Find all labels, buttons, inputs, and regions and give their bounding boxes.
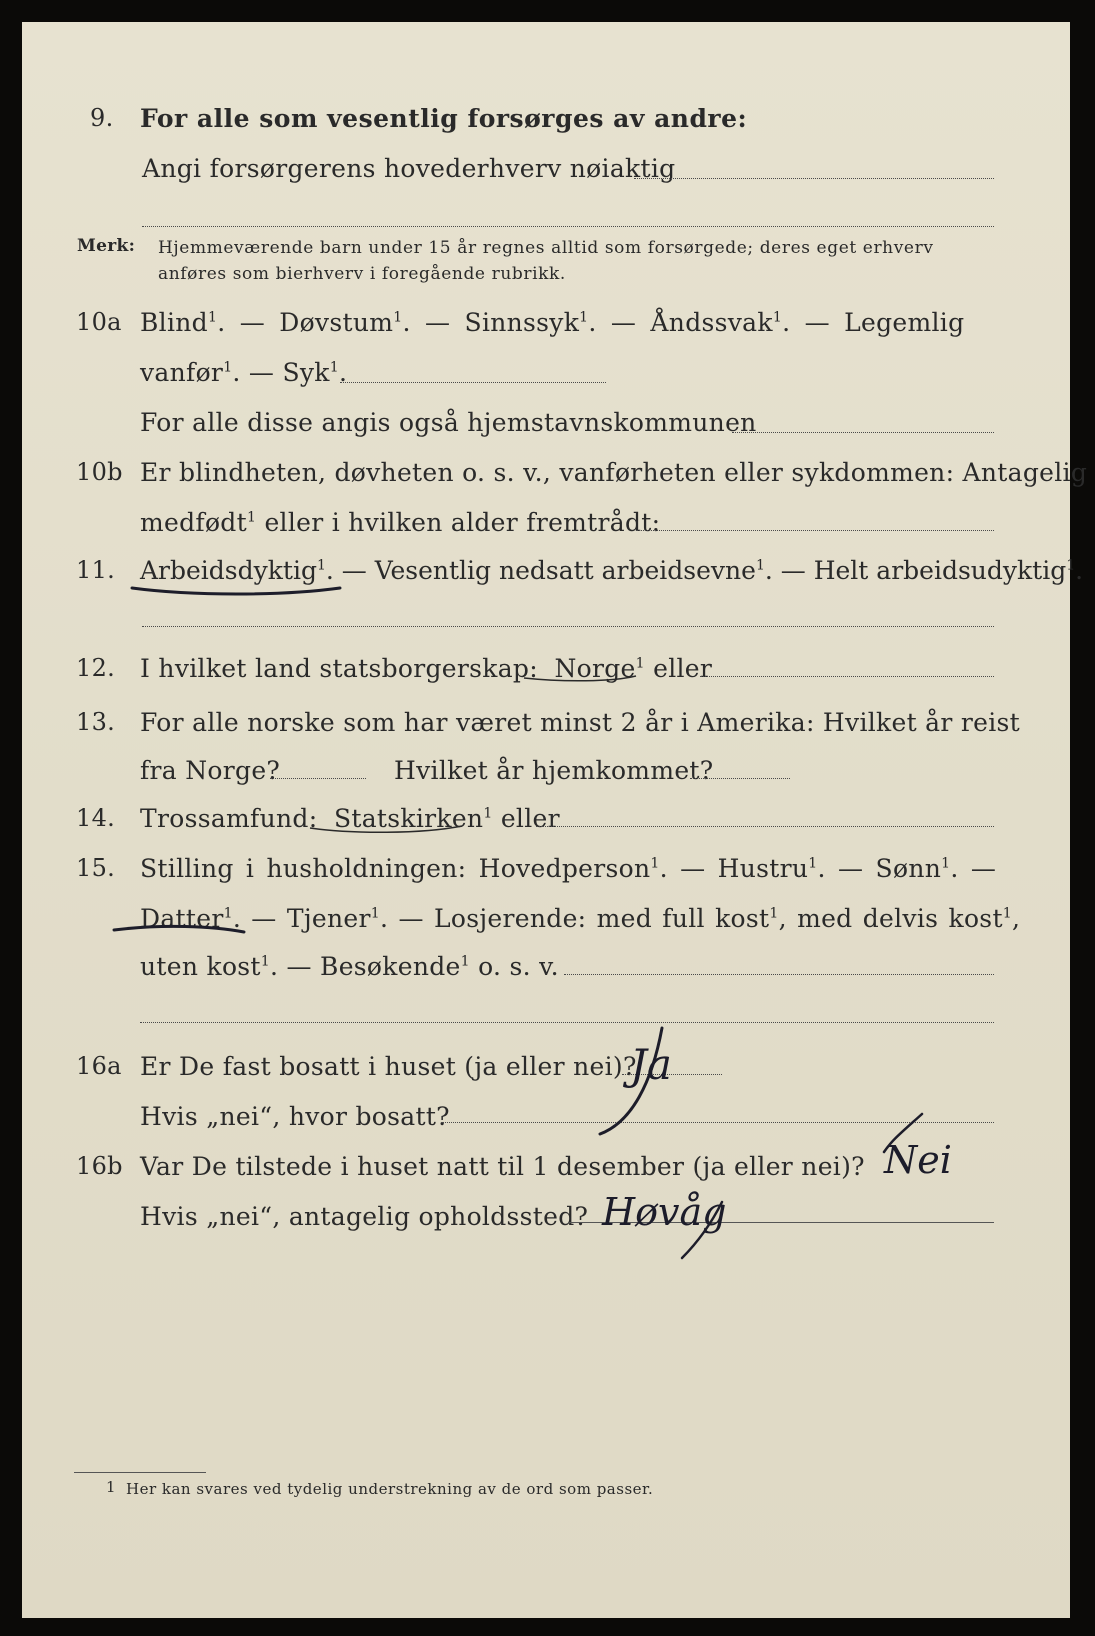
option-datter[interactable]: Datter bbox=[140, 904, 224, 933]
q15-number: 15. bbox=[76, 854, 116, 882]
q16a-line-2: Hvis „nei“, hvor bosatt? bbox=[140, 1102, 450, 1131]
q10a-number: 10a bbox=[76, 308, 122, 336]
option-blind[interactable]: Blind bbox=[140, 308, 208, 337]
q11-line: Arbeidsdyktig$^1$. — Vesentlig nedsatt arbeidsevne$^1$. — Helt arbeidsudyktig$^1$. bbox=[140, 556, 1084, 585]
q16a-line-1: Er De fast bosatt i huset (ja eller nei)? bbox=[140, 1052, 637, 1081]
q10b-number: 10b bbox=[76, 458, 123, 486]
q16b-handwritten-answer: Nei bbox=[884, 1138, 952, 1182]
q10b-line-2: medfødt$^1$ eller i hvilken alder fremtrådt: bbox=[140, 508, 661, 537]
q16a-number: 16a bbox=[76, 1052, 122, 1080]
q16b-line-2: Hvis „nei“, antagelig opholdssted? bbox=[140, 1202, 589, 1231]
q15-line-1: Stilling i husholdningen: Hovedperson$^1$. — Hustru$^1$. — Sønn$^1$. — bbox=[140, 854, 997, 883]
merk-label: Merk: bbox=[77, 236, 136, 256]
merk-line-2: anføres som bierhverv i foregående rubrikk. bbox=[158, 264, 566, 284]
q12-line: I hvilket land statsborgerskap: Norge$^1$ eller bbox=[140, 654, 713, 683]
option-besokende[interactable]: . — Besøkende bbox=[270, 952, 461, 981]
q9-line: Angi forsørgerens hovederhverv nøiaktig bbox=[142, 154, 676, 183]
q13-reist-label: fra Norge? bbox=[140, 756, 281, 785]
option-vesentlig-nedsatt[interactable]: . — Vesentlig nedsatt arbeidsevne bbox=[325, 556, 756, 585]
q10a-line-2: vanfør$^1$. — Syk$^1$. bbox=[140, 358, 348, 387]
q16b-handwritten-place: Høvåg bbox=[602, 1190, 727, 1234]
q15-line-3: uten kost$^1$. — Besøkende$^1$ o. s. v. bbox=[140, 952, 559, 981]
q14-number: 14. bbox=[76, 804, 116, 832]
q15-line-2: Datter$^1$. — Tjener$^1$. — Losjerende: med full kost$^1$, med delvis kost$^1$, bbox=[140, 904, 1021, 933]
option-medfodt[interactable]: medfødt bbox=[140, 508, 247, 537]
option-norge[interactable]: Norge bbox=[554, 654, 636, 683]
footnote-mark: 1 bbox=[106, 1478, 116, 1496]
option-hovedperson[interactable]: Stilling i husholdningen: Hovedperson bbox=[140, 854, 651, 883]
option-delvis-kost[interactable]: , med delvis kost bbox=[778, 904, 1003, 933]
option-sonn[interactable]: . — Sønn bbox=[817, 854, 942, 883]
option-legemlig[interactable]: — Legemlig bbox=[804, 308, 965, 337]
q16b-line-1: Var De tilstede i huset natt til 1 desember (ja eller nei)? bbox=[140, 1152, 865, 1181]
q14-line: Trossamfund: Statskirken$^1$ eller bbox=[140, 804, 560, 833]
handwritten-underlines bbox=[22, 22, 1070, 1618]
q16b-number: 16b bbox=[76, 1152, 123, 1180]
option-sinnssyk[interactable]: — Sinnssyk bbox=[424, 308, 580, 337]
q9-number: 9. bbox=[90, 104, 114, 132]
option-helt-arbeidsudyktig[interactable]: . — Helt arbeidsudyktig bbox=[764, 556, 1067, 585]
q9-title: For alle som vesentlig forsørges av andre: bbox=[140, 104, 748, 133]
option-syk[interactable]: — Syk bbox=[248, 358, 330, 387]
q12-number: 12. bbox=[76, 654, 116, 682]
option-tjener[interactable]: . — Tjener bbox=[232, 904, 371, 933]
option-uten-kost[interactable]: uten kost bbox=[140, 952, 261, 981]
footnote-text: Her kan svares ved tydelig understrekning av de ord som passer. bbox=[126, 1480, 654, 1498]
merk-line-1: Hjemmeværende barn under 15 år regnes alltid som forsørgede; deres eget erhverv bbox=[158, 238, 934, 258]
q11-number: 11. bbox=[76, 556, 116, 584]
option-vanfor[interactable]: vanfør bbox=[140, 358, 224, 387]
q13-line-1: For alle norske som har været minst 2 år i Amerika: Hvilket år reist bbox=[140, 708, 1021, 737]
q10a-line-3: For alle disse angis også hjemstavnskommunen bbox=[140, 408, 757, 437]
option-full-kost[interactable]: . — Losjerende: med full kost bbox=[379, 904, 770, 933]
option-andssvak[interactable]: — Åndssvak bbox=[610, 308, 773, 337]
q13-number: 13. bbox=[76, 708, 116, 736]
option-hustru[interactable]: . — Hustru bbox=[659, 854, 809, 883]
census-form-page bbox=[22, 22, 1088, 1618]
option-arbeidsdyktig[interactable]: Arbeidsdyktig bbox=[140, 556, 317, 585]
q10b-line-1: Er blindheten, døvheten o. s. v., vanførheten eller sykdommen: Antagelig bbox=[140, 458, 1088, 487]
q13-hjemkommet-label: Hvilket år hjemkommet? bbox=[394, 756, 714, 785]
q10a-line-1: Blind$^1$. — Døvstum$^1$. — Sinnssyk$^1$. — Åndssvak$^1$. — Legemlig bbox=[140, 308, 965, 337]
option-statskirken[interactable]: Statskirken bbox=[333, 804, 484, 833]
footnote-rule bbox=[74, 1472, 206, 1473]
q16a-handwritten-answer: Ja bbox=[630, 1040, 672, 1089]
option-dovstum[interactable]: — Døvstum bbox=[239, 308, 394, 337]
